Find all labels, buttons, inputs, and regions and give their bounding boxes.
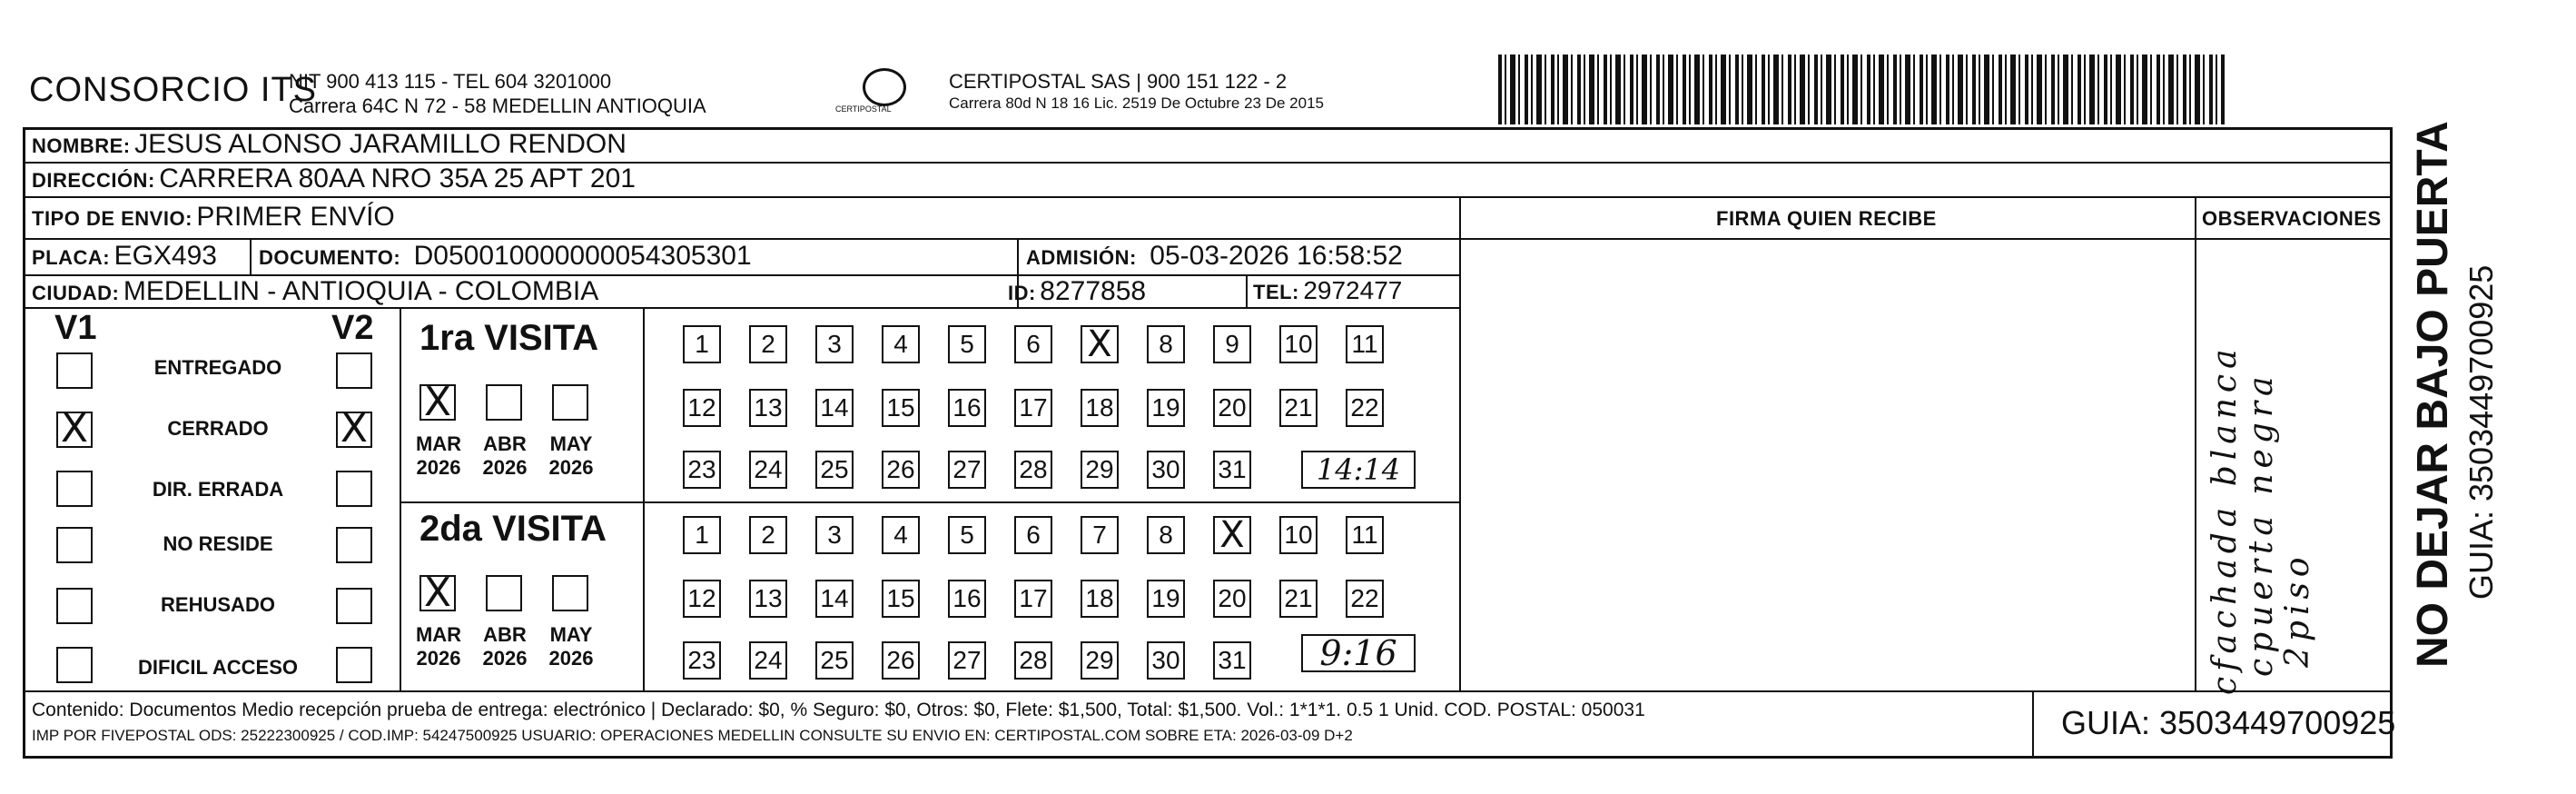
visit-1-day-box[interactable]: 26 [882,451,920,489]
tel-value: 2972477 [1303,276,1403,304]
month-year: 2026 [482,647,528,670]
status-v2-checkbox[interactable] [336,471,372,507]
visit-1-day-box[interactable]: 1 [683,325,721,363]
divider [1459,196,1461,690]
id-field [1008,276,1146,307]
status-v1-checkbox[interactable]: X [56,412,93,448]
visit-2-day-box[interactable]: 11 [1346,516,1384,554]
visit-1-month-label [473,432,537,480]
documento-field [259,241,752,272]
month-year: 2026 [416,647,461,670]
visit-1-day-box[interactable]: 8 [1147,325,1185,363]
visit-1-day-box[interactable]: 27 [948,451,986,489]
month-name: MAR [415,623,462,646]
nombre-value: JESUS ALONSO JARAMILLO RENDON [134,129,627,159]
documento-label: DOCUMENTO: [259,246,401,269]
visit-2-day-box[interactable]: 18 [1081,580,1119,618]
ciudad-field [32,276,598,307]
visit-1-day-box[interactable]: 10 [1279,325,1318,363]
status-label: ENTREGADO [153,356,282,379]
certipostal-logo-icon [863,68,906,106]
visit-2-month-checkbox[interactable] [486,575,522,611]
observaciones-label: OBSERVACIONES [2202,207,2382,230]
visit-1-day-box[interactable]: 16 [948,389,986,427]
status-v1-checkbox[interactable] [56,527,93,563]
status-v1-checkbox[interactable] [56,352,93,389]
side-no-dejar: NO DEJAR BAJO PUERTA [2409,121,2457,668]
visit-1-day-box[interactable]: 31 [1213,451,1251,489]
status-label: REHUSADO [161,593,275,616]
barcode [1498,55,2225,124]
company-info [289,69,706,118]
visit-2-day-box[interactable]: 8 [1147,516,1185,554]
status-v1-checkbox[interactable] [56,647,93,683]
visit-2-day-box[interactable]: 7 [1081,516,1119,554]
visit-1-day-box[interactable]: 20 [1213,389,1251,427]
visit-2-day-box[interactable]: 26 [882,641,920,680]
visit-1-day-box[interactable]: 25 [815,451,854,489]
nombre-field [32,129,627,160]
footer-guia: GUIA: 3503449700925 [2061,704,2396,741]
status-v1-checkbox[interactable] [56,588,93,624]
note-line: cfachada blanca [2206,343,2244,695]
month-name: ABR [483,623,527,646]
visit-1-day-box[interactable]: 14 [815,389,854,427]
tipo-value: PRIMER ENVÍO [196,202,395,232]
month-year: 2026 [548,647,594,670]
visit-1-day-box[interactable]: 19 [1147,389,1185,427]
status-label: DIFICIL ACCESO [137,656,298,679]
visit-1-day-box[interactable]: 6 [1014,325,1052,363]
visit-2-month-label [407,623,470,670]
visit-1-day-box[interactable]: 15 [882,389,920,427]
visit-2-title: 2da VISITA [419,509,607,549]
visit-1-day-box[interactable]: 3 [815,325,854,363]
visit-2-day-box[interactable]: X [1213,516,1251,554]
admision-label: ADMISIÓN: [1026,246,1137,269]
status-label: CERRADO [167,417,269,440]
firma-label: FIRMA QUIEN RECIBE [1716,207,1937,230]
status-v2-checkbox[interactable] [336,588,372,624]
month-name: MAR [415,432,462,455]
footer-contents: Contenido: Documentos Medio recepción prueba de entrega: electrónico | Declarado: $0, % Seguro: $0, Otros: $0, Flete: $1,500, Total: $1,500. Vol.: 1*1*1. 0.5 1 Unid. COD. POSTAL: 050031 [32,700,1645,720]
visit-2-day-box[interactable]: 3 [815,516,854,554]
divider [2032,690,2034,759]
month-year: 2026 [548,456,594,479]
footer-imp: IMP POR FIVEPOSTAL ODS: 25222300925 / COD.IMP: 54247500925 USUARIO: OPERACIONES MEDELLIN CONSULTE SU ENVIO EN: CERTIPOSTAL.COM SOBRE ETA: 2026-03-09 D+2 [32,727,1353,744]
visit-2-day-box[interactable]: 17 [1014,580,1052,618]
tipo-label: TIPO DE ENVIO: [32,207,192,230]
placa-field [32,241,217,272]
v2-header: V2 [331,309,374,347]
admision-field [1026,241,1403,272]
divider [400,307,401,690]
divider [25,238,2391,240]
divider [1246,274,1248,307]
side-guia: GUIA: 3503449700925 [2462,264,2500,600]
visit-1-month-checkbox[interactable] [552,384,588,421]
visit-2-day-box[interactable]: 16 [948,580,986,618]
visit-2-day-box[interactable]: 25 [815,641,854,680]
direccion-label: DIRECCIÓN: [32,169,155,192]
month-name: MAY [549,432,593,455]
visit-1-day-box[interactable]: 2 [749,325,787,363]
tipo-field [32,202,395,233]
divider [643,307,645,690]
visit-2-day-box[interactable]: 2 [749,516,787,554]
divider [250,238,252,274]
visit-1-day-box[interactable]: 22 [1346,389,1384,427]
visit-2-day-box[interactable]: 30 [1147,641,1185,680]
nombre-label: NOMBRE: [32,134,131,157]
direccion-value: CARRERA 80AA NRO 35A 25 APT 201 [159,164,636,194]
license-line: Carrera 80d N 18 16 Lic. 2519 De Octubre 23 De 2015 [949,94,1324,112]
divider [25,307,1459,309]
status-v2-checkbox[interactable] [336,647,372,683]
divider [2390,162,2392,690]
visit-2-day-box[interactable]: 29 [1081,641,1119,680]
visit-1-day-box[interactable]: 11 [1346,325,1384,363]
visit-1-day-box[interactable]: 23 [683,451,721,489]
status-label: NO RESIDE [163,532,273,555]
ciudad-value: MEDELLIN - ANTIOQUIA - COLOMBIA [123,276,599,306]
visit-1-month-checkbox[interactable] [486,384,522,421]
visit-2-month-checkbox[interactable]: X [419,575,456,611]
visit-1-day-box[interactable]: 29 [1081,451,1119,489]
visit-2-day-box[interactable]: 24 [749,641,787,680]
v1-header: V1 [54,309,97,347]
address-line: Carrera 64C N 72 - 58 MEDELLIN ANTIOQUIA [289,94,706,117]
visit-1-title: 1ra VISITA [419,318,599,358]
id-value: 8277858 [1040,276,1147,306]
visit-1-day-box[interactable]: 5 [948,325,986,363]
ciudad-label: CIUDAD: [32,282,120,304]
month-name: MAY [549,623,593,646]
status-v2-checkbox[interactable]: X [336,412,372,448]
placa-label: PLACA: [32,246,111,269]
admision-value: 05-03-2026 16:58:52 [1150,241,1403,271]
status-v2-checkbox[interactable] [336,527,372,563]
visit-2-month-label [473,623,537,670]
visit-1-day-box[interactable]: 21 [1279,389,1318,427]
tel-label: TEL: [1253,281,1299,303]
note-line: 2piso [2279,551,2316,668]
tel-field [1253,276,1402,305]
visit-1-month-label [539,432,603,480]
visit-1-day-box[interactable]: 12 [683,389,721,427]
visit-1-day-box[interactable]: 28 [1014,451,1052,489]
visit-1-day-box[interactable]: 30 [1147,451,1185,489]
divider [25,690,2391,692]
visit-1-month-label [407,432,470,480]
visit-2-day-box[interactable]: 19 [1147,580,1185,618]
status-v2-checkbox[interactable] [336,352,372,389]
visit-2-day-box[interactable]: 1 [683,516,721,554]
visit-1-day-box[interactable]: 13 [749,389,787,427]
status-label: DIR. ERRADA [152,478,284,501]
visit-1-day-box[interactable]: 4 [882,325,920,363]
visit-2-day-box[interactable]: 4 [882,516,920,554]
visit-1-day-box[interactable]: 17 [1014,389,1052,427]
visit-2-month-label [539,623,603,670]
note-line: cpuerta negra [2243,371,2280,677]
direccion-field [32,164,636,194]
visit-1-day-box[interactable]: X [1081,325,1119,363]
visit-2-time: 9:16 [1301,634,1416,672]
status-v1-checkbox[interactable] [56,471,93,507]
visit-2-day-box[interactable]: 5 [948,516,986,554]
month-name: ABR [483,432,527,455]
company-name: CONSORCIO ITS [29,71,318,109]
visit-1-day-box[interactable]: 24 [749,451,787,489]
observaciones-note [2206,241,2316,695]
divider [2195,196,2196,690]
visit-1-time: 14:14 [1301,451,1416,489]
visit-2-day-box[interactable]: 6 [1014,516,1052,554]
visit-2-day-box[interactable]: 28 [1014,641,1052,680]
visit-2-month-checkbox[interactable] [552,575,588,611]
placa-value: EGX493 [114,241,217,271]
month-year: 2026 [416,456,461,479]
visit-2-day-box[interactable]: 14 [815,580,854,618]
visit-2-day-box[interactable]: 20 [1213,580,1251,618]
logo-label: CERTIPOSTAL [835,104,892,114]
visit-2-day-box[interactable]: 12 [683,580,721,618]
visit-2-day-box[interactable]: 31 [1213,641,1251,680]
visit-2-day-box[interactable]: 10 [1279,516,1318,554]
certipostal-info [949,69,1324,114]
visit-1-day-box[interactable]: 18 [1081,389,1119,427]
visit-2-day-box[interactable]: 23 [683,641,721,680]
divider [400,501,1459,503]
id-label: ID: [1008,282,1036,304]
visit-2-day-box[interactable]: 27 [948,641,986,680]
visit-2-day-box[interactable]: 15 [882,580,920,618]
visit-2-day-box[interactable]: 21 [1279,580,1318,618]
visit-1-day-box[interactable]: 9 [1213,325,1251,363]
visit-2-day-box[interactable]: 22 [1346,580,1384,618]
visit-1-month-checkbox[interactable]: X [419,384,456,421]
documento-value: D050010000000054305301 [413,241,752,271]
certipostal-line: CERTIPOSTAL SAS | 900 151 122 - 2 [949,70,1288,93]
month-year: 2026 [482,456,528,479]
nit-line: NIT 900 413 115 - TEL 604 3201000 [289,70,612,93]
divider [25,196,2391,198]
visit-2-day-box[interactable]: 13 [749,580,787,618]
